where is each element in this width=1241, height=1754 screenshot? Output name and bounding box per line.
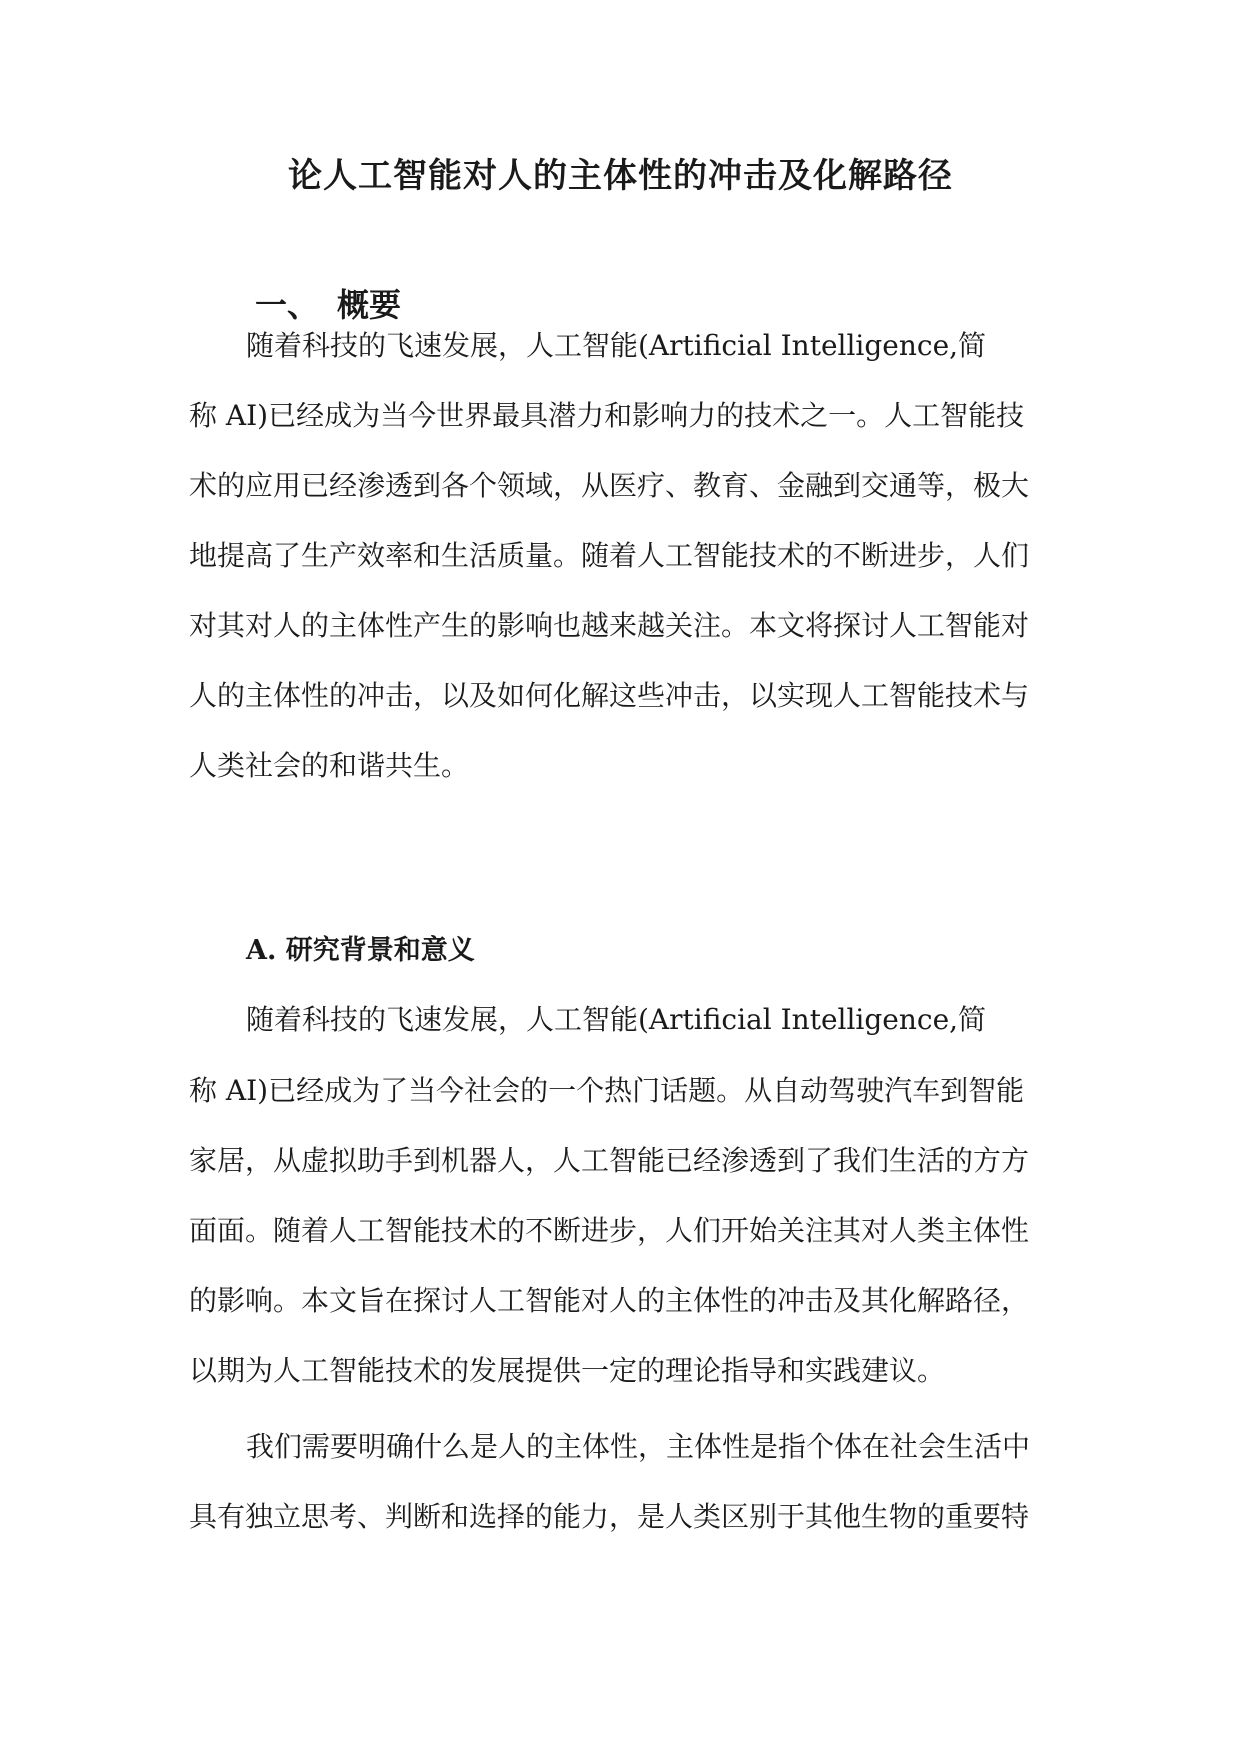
paragraph-line: 随着科技的飞速发展，人工智能(Artificial Intelligence,简 <box>246 329 987 362</box>
paragraph-line: 的影响。本文旨在探讨人工智能对人的主体性的冲击及其化解路径， <box>189 1284 1030 1317</box>
paragraph-line: 术的应用已经渗透到各个领域，从医疗、教育、金融到交通等，极大 <box>189 469 1030 502</box>
paragraph-line: 对其对人的主体性产生的影响也越来越关注。本文将探讨人工智能对 <box>189 609 1030 642</box>
paragraph-line: 随着科技的飞速发展，人工智能(Artificial Intelligence,简 <box>246 1003 987 1036</box>
paragraph-line: 人的主体性的冲击，以及如何化解这些冲击，以实现人工智能技术与 <box>189 679 1030 712</box>
subsection-heading-background: A. 研究背景和意义 <box>246 935 475 966</box>
section-number: 一、 <box>255 286 320 324</box>
paragraph-line: 以期为人工智能技术的发展提供一定的理论指导和实践建议。 <box>189 1354 946 1387</box>
section-heading-overview <box>255 280 401 326</box>
section-heading-text: 概要 <box>337 286 402 324</box>
paragraph-line: 面面。随着人工智能技术的不断进步，人们开始关注其对人类主体性 <box>189 1214 1030 1247</box>
paragraph-line: 称 AI)已经成为当今世界最具潜力和影响力的技术之一。人工智能技 <box>189 399 1025 432</box>
paragraph-line: 称 AI)已经成为了当今社会的一个热门话题。从自动驾驶汽车到智能 <box>189 1074 1025 1107</box>
document-title: 论人工智能对人的主体性的冲击及化解路径 <box>288 156 953 196</box>
paragraph-line: 地提高了生产效率和生活质量。随着人工智能技术的不断进步，人们 <box>189 539 1030 572</box>
paragraph-line: 我们需要明确什么是人的主体性，主体性是指个体在社会生活中 <box>246 1430 1031 1463</box>
paragraph-line: 家居，从虚拟助手到机器人，人工智能已经渗透到了我们生活的方方 <box>189 1144 1030 1177</box>
paragraph-line: 具有独立思考、判断和选择的能力，是人类区别于其他生物的重要特 <box>189 1500 1030 1533</box>
paragraph-line: 人类社会的和谐共生。 <box>189 749 470 782</box>
